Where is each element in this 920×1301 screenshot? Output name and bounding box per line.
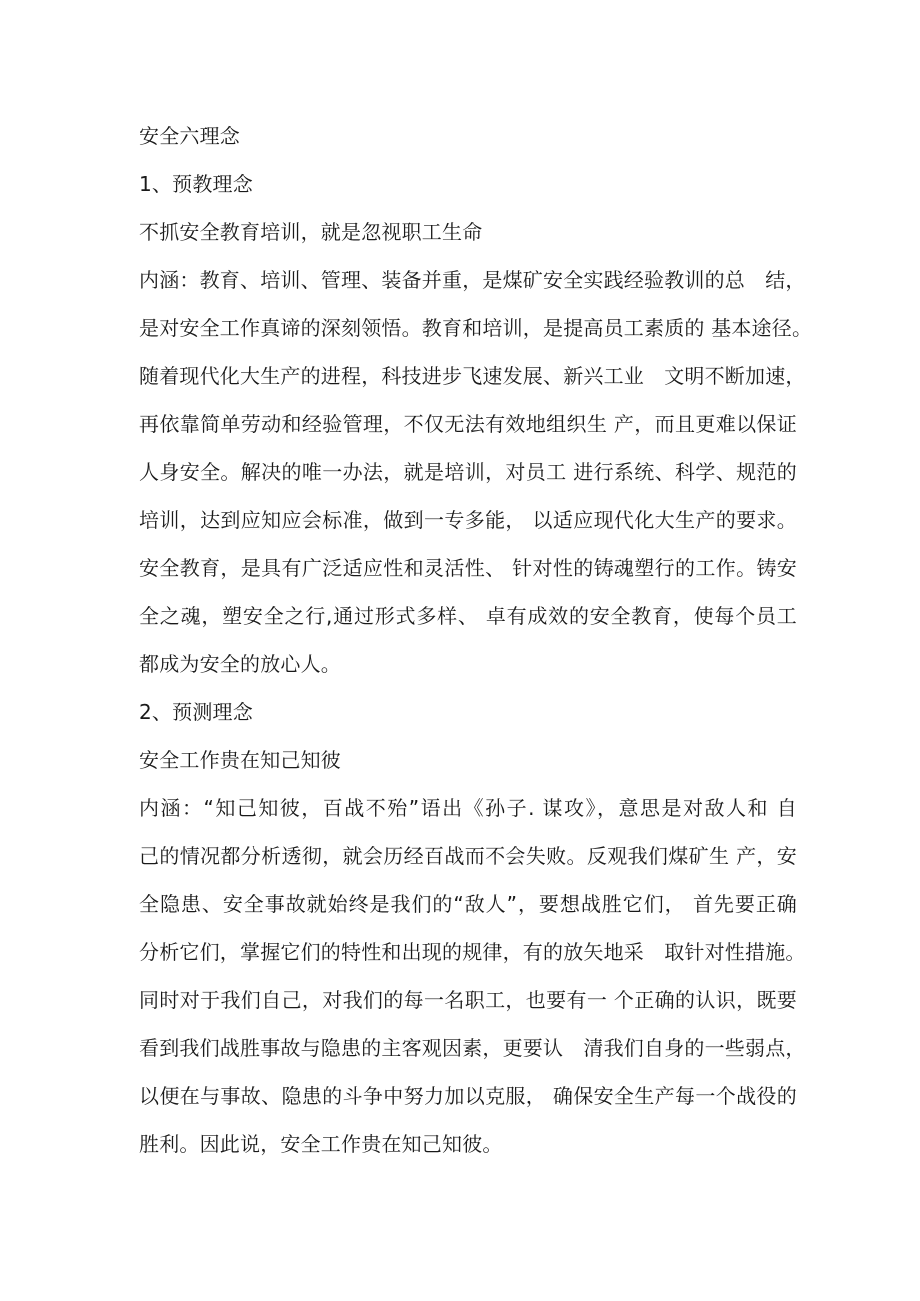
- section-2-line: 内涵：“知己知彼，百战不殆”语出《孙子. 谋攻》，意思是对敌人和 自: [139, 796, 797, 820]
- section-1-line: 安全教育，是具有广泛适应性和灵活性、 针对性的铸魂塑行的工作。铸安: [139, 556, 797, 580]
- document-title: 安全六理念: [139, 124, 240, 148]
- section-1-line: 人身安全。解决的唯一办法，就是培训，对员工 进行系统、科学、规范的: [139, 460, 797, 484]
- section-2-line: 以便在与事故、隐患的斗争中努力加以克服， 确保安全生产每一个战役的: [139, 1084, 797, 1108]
- section-2-line: 分析它们，掌握它们的特性和出现的规律，有的放矢地采 取针对性措施。: [139, 940, 806, 964]
- section-2-subheading: 安全工作贵在知己知彼: [139, 748, 341, 772]
- section-2-line: 己的情况都分析透彻，就会历经百战而不会失败。反观我们煤矿生 产，安: [139, 844, 797, 868]
- section-2-line: 同时对于我们自己，对我们的每一名职工，也要有一 个正确的认识，既要: [139, 988, 797, 1012]
- section-2-line-last: 胜利。因此说，安全工作贵在知己知彼。: [139, 1132, 503, 1156]
- section-1-line: 是对安全工作真谛的深刻领悟。教育和培训，是提高员工素质的 基本途径。: [139, 316, 813, 340]
- section-1-line: 再依靠简单劳动和经验管理，不仅无法有效地组织生 产，而且更难以保证: [139, 412, 797, 436]
- section-1-line: 培训，达到应知应会标准，做到一专多能， 以适应现代化大生产的要求。: [139, 508, 797, 532]
- section-2-line: 全隐患、安全事故就始终是我们的“敌人”，要想战胜它们， 首先要正确: [139, 892, 797, 916]
- section-1-line: 内涵：教育、培训、管理、装备并重，是煤矿安全实践经验教训的总 结，: [139, 268, 806, 292]
- section-1-line-last: 都成为安全的放心人。: [139, 652, 341, 676]
- section-1-line: 随着现代化大生产的进程，科技进步飞速发展、新兴工业 文明不断加速，: [139, 364, 806, 388]
- section-2-heading: 2、预测理念: [139, 700, 253, 724]
- section-2-line: 看到我们战胜事故与隐患的主客观因素，更要认 清我们自身的一些弱点，: [139, 1036, 806, 1060]
- document-body: [139, 112, 813, 1168]
- section-1-subheading: 不抓安全教育培训，就是忽视职工生命: [139, 220, 483, 244]
- section-1-line: 全之魂，塑安全之行,通过形式多样、 卓有成效的安全教育，使每个员工: [139, 604, 797, 628]
- section-1-heading: 1、预教理念: [139, 172, 253, 196]
